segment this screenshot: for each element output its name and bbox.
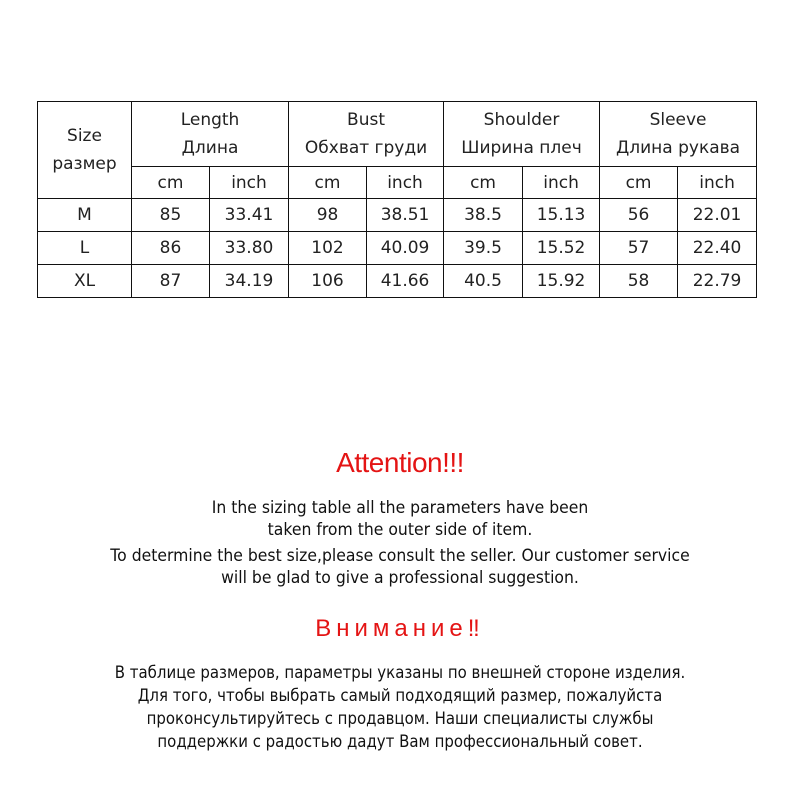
value-cell: 22.79 <box>678 265 757 298</box>
value-cell: 56 <box>600 199 678 232</box>
size-header-ru: размер <box>52 154 117 174</box>
notice-line: To determine the best size,please consult the seller. Our customer service <box>110 546 690 566</box>
size-chart-table <box>37 101 757 298</box>
size-header-en: Size <box>67 126 102 146</box>
length-header-ru: Длина <box>181 138 239 158</box>
notice-line: В таблице размеров, параметры указаны по внешней стороне изделия. <box>114 663 686 683</box>
unit-header: inch <box>210 167 289 199</box>
length-header-en: Length <box>180 110 240 130</box>
size-cell: L <box>38 232 132 265</box>
size-cell: XL <box>38 265 132 298</box>
unit-header: cm <box>600 167 678 199</box>
unit-header: cm <box>444 167 523 199</box>
notice-paragraph-en-2 <box>32 545 768 589</box>
notice-paragraph-ru <box>48 662 752 754</box>
table-row-m <box>38 199 757 232</box>
shoulder-header-en: Shoulder <box>483 110 560 130</box>
value-cell: 38.5 <box>444 199 523 232</box>
value-cell: 87 <box>132 265 210 298</box>
value-cell: 33.80 <box>210 232 289 265</box>
bust-header-en: Bust <box>347 110 385 130</box>
value-cell: 40.5 <box>444 265 523 298</box>
size-header-cell <box>38 102 132 199</box>
value-cell: 85 <box>132 199 210 232</box>
value-cell: 22.01 <box>678 199 757 232</box>
notice-line: Для того, чтобы выбрать самый подходящий размер, пожалуйста <box>137 686 663 706</box>
value-cell: 39.5 <box>444 232 523 265</box>
sleeve-header-en: Sleeve <box>649 110 707 130</box>
notice-line: will be glad to give a professional suggestion. <box>221 568 579 588</box>
notice-line: taken from the outer side of item. <box>267 520 533 540</box>
table-row-xl <box>38 265 757 298</box>
value-cell: 41.66 <box>367 265 444 298</box>
value-cell: 34.19 <box>210 265 289 298</box>
shoulder-header-cell <box>444 102 600 167</box>
value-cell: 57 <box>600 232 678 265</box>
value-cell: 98 <box>289 199 367 232</box>
table-header-row <box>38 102 757 167</box>
bust-header-cell <box>289 102 444 167</box>
unit-header: inch <box>367 167 444 199</box>
value-cell: 15.52 <box>523 232 600 265</box>
unit-header: inch <box>523 167 600 199</box>
value-cell: 15.92 <box>523 265 600 298</box>
table-row-l <box>38 232 757 265</box>
value-cell: 58 <box>600 265 678 298</box>
notice-paragraph-en-1 <box>32 497 768 541</box>
value-cell: 38.51 <box>367 199 444 232</box>
value-cell: 86 <box>132 232 210 265</box>
value-cell: 15.13 <box>523 199 600 232</box>
value-cell: 40.09 <box>367 232 444 265</box>
value-cell: 22.40 <box>678 232 757 265</box>
shoulder-header-ru: Ширина плеч <box>461 138 582 158</box>
value-cell: 102 <box>289 232 367 265</box>
value-cell: 106 <box>289 265 367 298</box>
length-header-cell <box>132 102 289 167</box>
unit-header: cm <box>289 167 367 199</box>
unit-header: cm <box>132 167 210 199</box>
unit-header-row <box>38 167 757 199</box>
sleeve-header-ru: Длина рукава <box>615 138 741 158</box>
attention-heading-ru: Внимание‼ <box>315 615 485 642</box>
attention-heading-en: Attention!!! <box>336 447 464 478</box>
size-cell: M <box>38 199 132 232</box>
bust-header-ru: Обхват груди <box>304 138 428 158</box>
notice-line: поддержки с радостью дадут Вам профессиональный совет. <box>157 732 643 752</box>
unit-header: inch <box>678 167 757 199</box>
notice-line: In the sizing table all the parameters have been <box>211 498 589 518</box>
value-cell: 33.41 <box>210 199 289 232</box>
notice-line: проконсультируйтесь с продавцом. Наши специалисты службы <box>146 709 654 729</box>
sleeve-header-cell <box>600 102 757 167</box>
